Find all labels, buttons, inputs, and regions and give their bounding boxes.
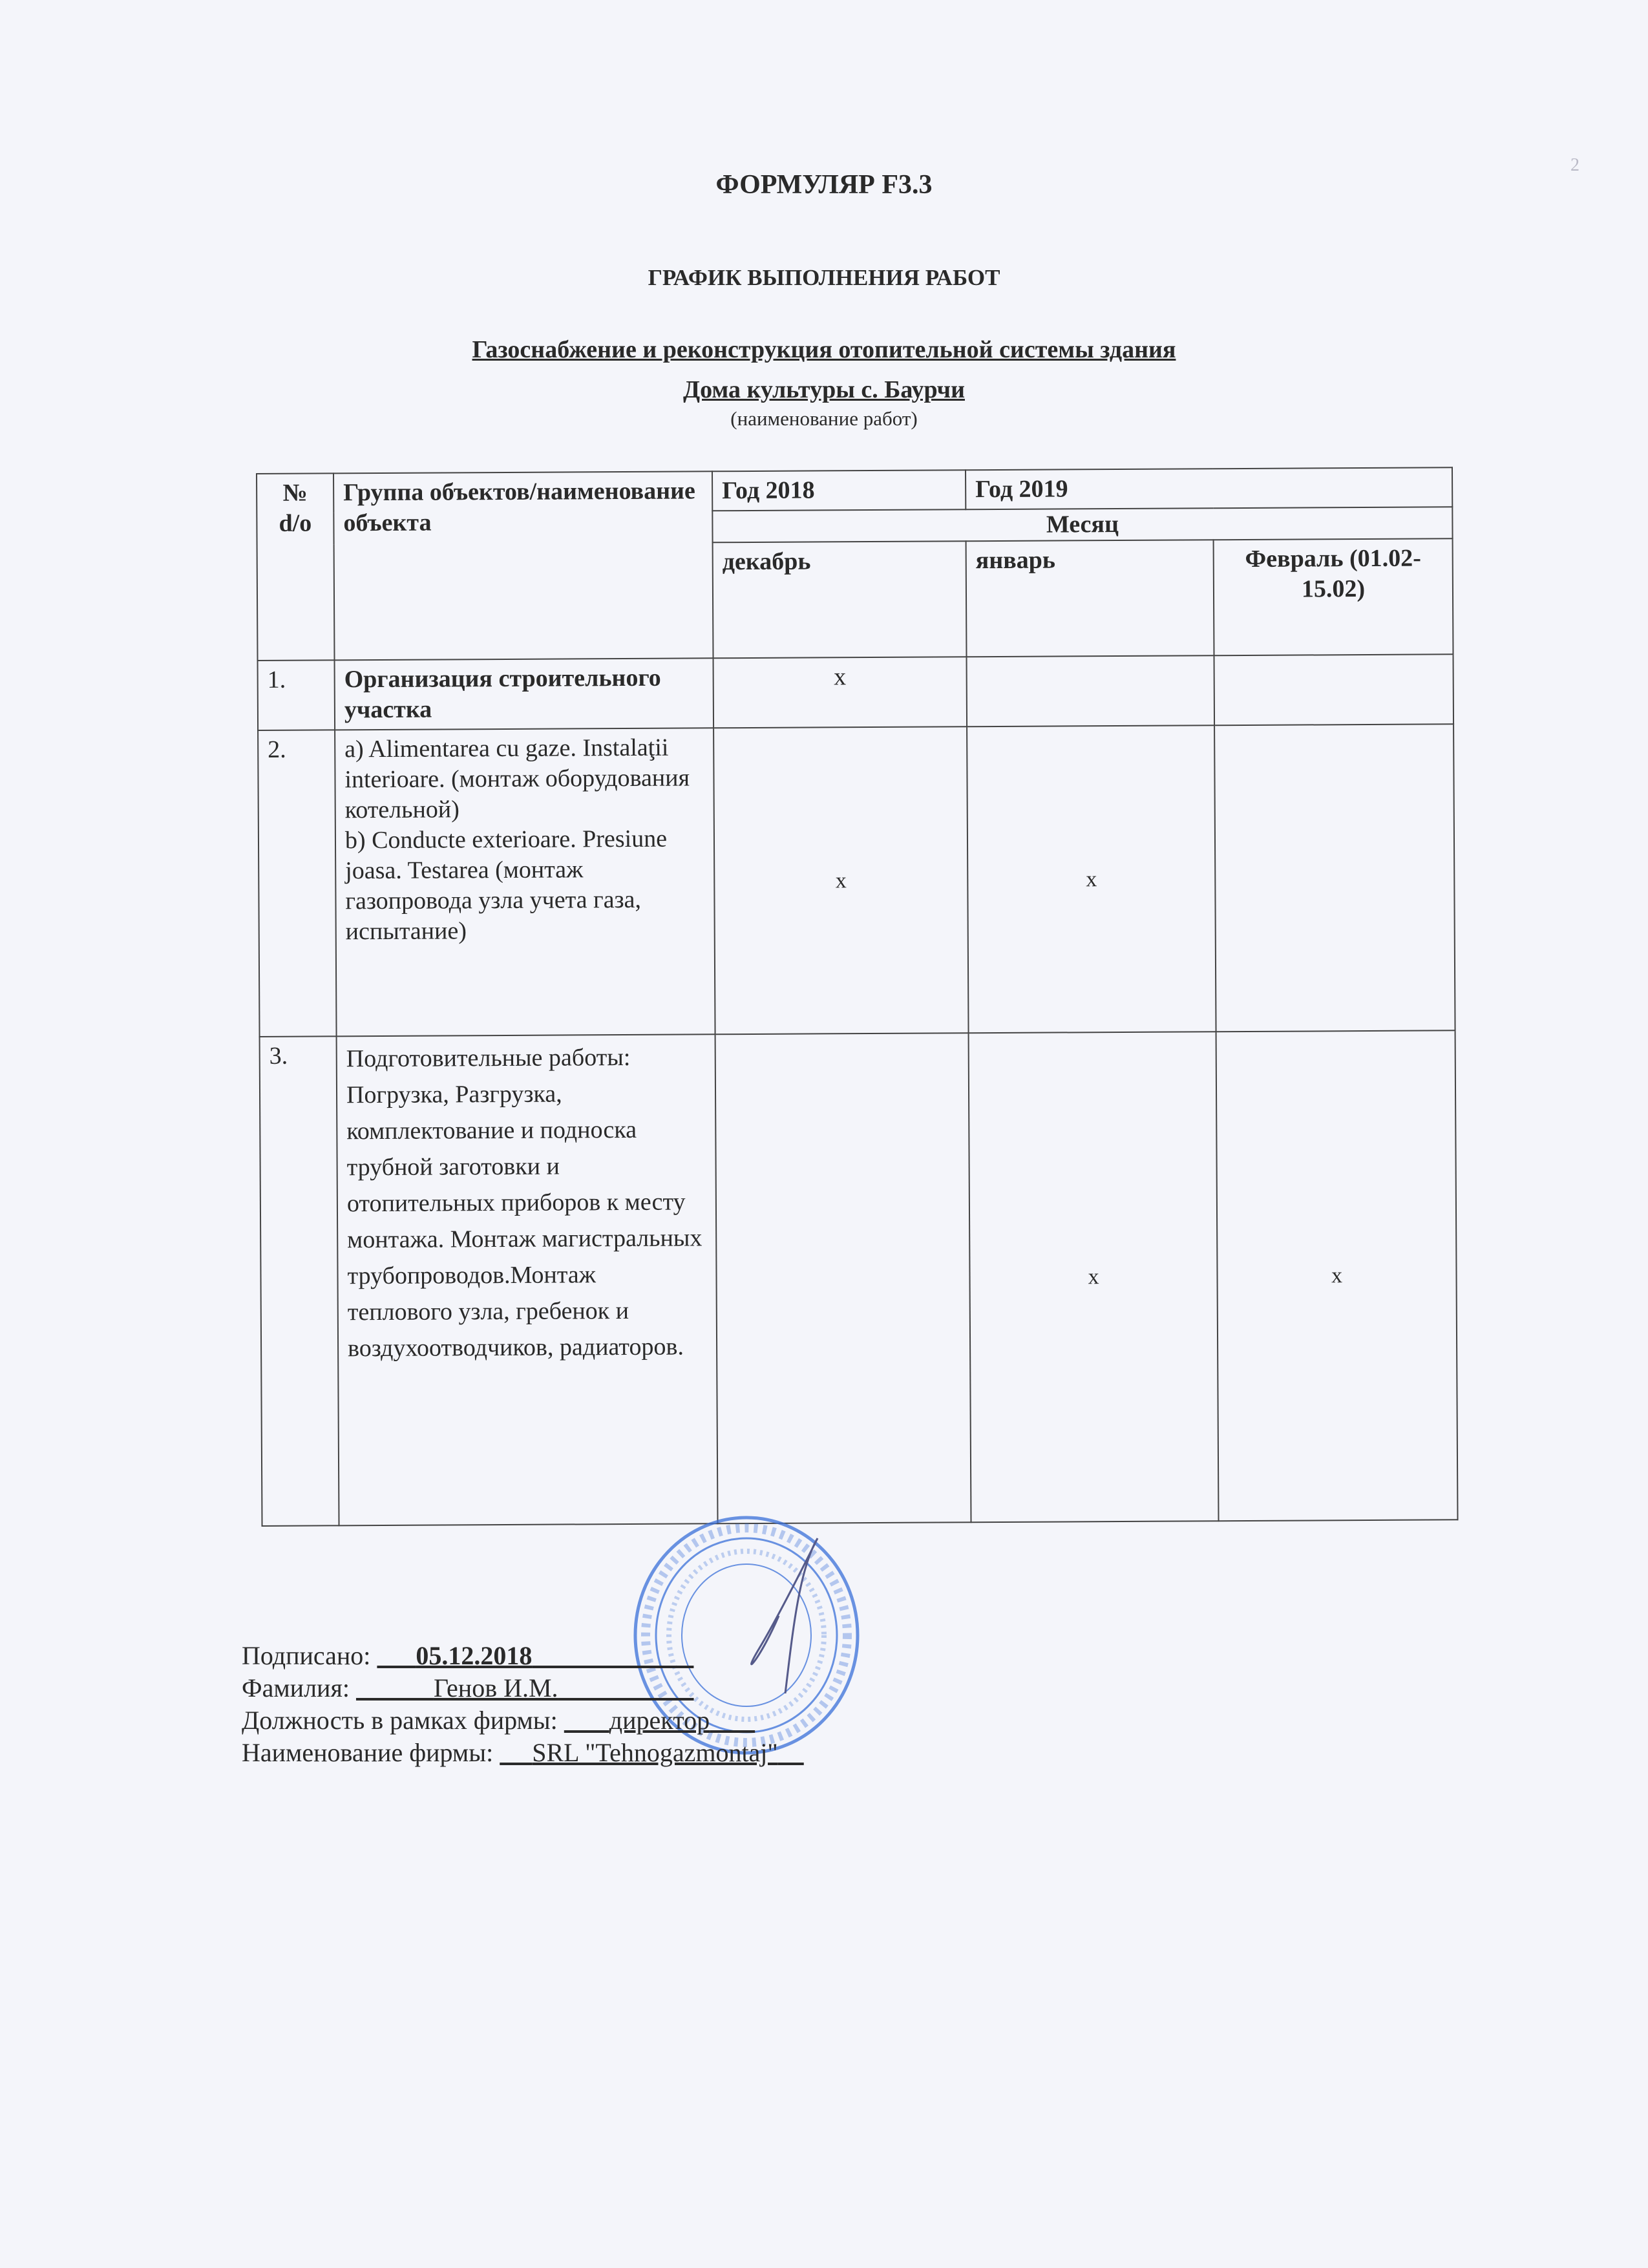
page-number-mark: 2 [1570, 155, 1579, 175]
mark-january: x [969, 1032, 1219, 1522]
signed-line [242, 1640, 693, 1671]
month-january: январь [966, 540, 1214, 657]
mark-january: x [967, 725, 1216, 1033]
work-name-hint: (наименование работ) [730, 407, 918, 430]
mark-december [715, 1033, 971, 1523]
header-group: Группа объектов/наименование объекта [333, 471, 713, 660]
mark-december: x [713, 726, 968, 1034]
month-february: Февраль (01.02-15.02) [1214, 538, 1453, 655]
row-name: Подготовительные работы: Погрузка, Разгрузка, комплектование и подноска трубной заготовки и отопительных приборов к месту монтажа. Монтаж магистральных трубопроводов.Монтаж теплового узла, гребенок и воздухоотводчиков, радиаторов. [337, 1034, 718, 1525]
position-value: директор [609, 1706, 710, 1735]
mark-december: x [713, 657, 967, 728]
company-line [242, 1737, 804, 1768]
company-value: SRL "Tehnogazmontaj" [532, 1738, 778, 1767]
position-label: Должность в рамках фирмы: [242, 1706, 558, 1735]
table-row [258, 654, 1454, 730]
surname-value: Генов И.М. [433, 1673, 558, 1702]
header-number: № d/o [257, 473, 335, 661]
row-number: 1. [258, 660, 335, 730]
row-name [335, 728, 715, 1036]
mark-february: x [1216, 1030, 1458, 1521]
table-row [260, 1030, 1458, 1526]
row-name-a: a) Alimentarea cu gaze. Instalaţii interioare. (монтаж оборудования котельной) [344, 734, 690, 824]
surname-label: Фамилия: [242, 1673, 350, 1702]
work-name-line2: Дома культуры с. Баурчи [683, 376, 965, 403]
row-number: 2. [258, 730, 336, 1037]
header-year-2019: Год 2019 [966, 467, 1452, 509]
surname-line [242, 1673, 694, 1704]
position-line [242, 1705, 755, 1736]
schedule-table [256, 467, 1459, 1527]
company-label: Наименование фирмы: [242, 1738, 494, 1767]
mark-february [1214, 724, 1455, 1032]
row-name: Организация строительного участка [335, 658, 714, 730]
schedule-subtitle: ГРАФИК ВЫПОЛНЕНИЯ РАБОТ [648, 265, 1000, 290]
mark-january [967, 655, 1215, 726]
row-number: 3. [260, 1036, 339, 1526]
form-title: ФОРМУЛЯР F3.3 [715, 170, 933, 200]
signed-label: Подписано: [242, 1641, 371, 1670]
work-name-line1: Газоснабжение и реконструкция отопительной системы здания [472, 336, 1176, 363]
table-row [258, 724, 1455, 1037]
signed-date: 05.12.2018 [416, 1641, 533, 1670]
header-year-2018: Год 2018 [712, 470, 966, 511]
work-name [0, 330, 1648, 410]
mark-february [1214, 654, 1453, 725]
row-name-b: b) Conducte exterioare. Presiune joasa. Testarea (монтаж газопровода узла учета газа, испытание) [344, 825, 668, 946]
header-month: Месяц [712, 507, 1452, 542]
month-december: декабрь [713, 541, 967, 658]
